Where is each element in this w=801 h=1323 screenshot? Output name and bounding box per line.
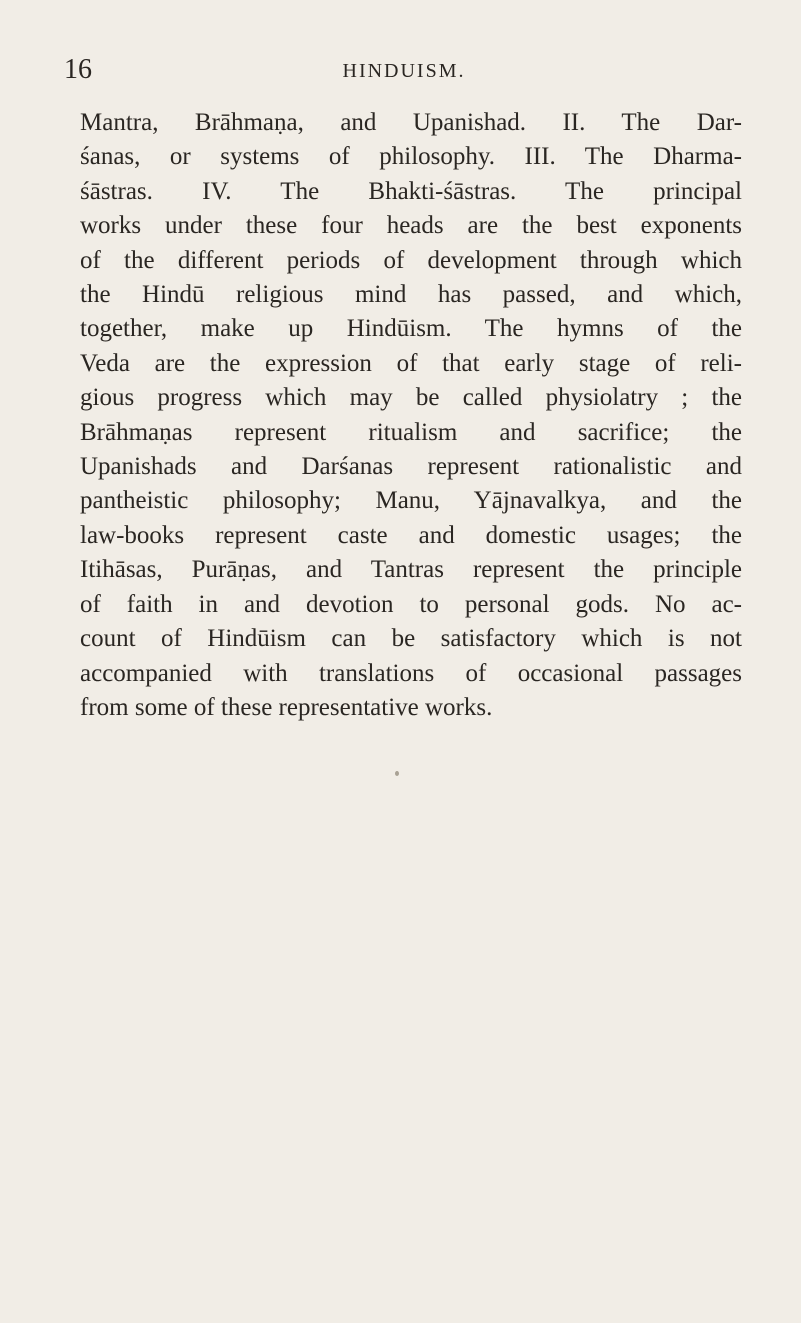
running-head [64, 52, 744, 88]
text-line: Veda are the expression of that early stage of reli- [80, 349, 742, 377]
text-line: together, make up Hindūism. The hymns of the [80, 315, 742, 343]
paper-speck [395, 771, 399, 776]
text-line: works under these four heads are the best exponents [80, 212, 742, 240]
text-line: the Hindū religious mind has passed, and which, [80, 281, 742, 309]
text-line: śāstras. IV. The Bhakti-śāstras. The principal [80, 177, 742, 205]
text-line: of faith in and devotion to personal gods. No ac- [80, 590, 742, 618]
body-paragraph [80, 106, 742, 725]
text-line: from some of these representative works. [80, 693, 493, 721]
text-line: Mantra, Brāhmaṇa, and Upanishad. II. The Dar- [80, 109, 742, 136]
text-line: śanas, or systems of philosophy. III. The Dharma- [80, 143, 742, 171]
text-line: Itihāsas, Purāṇas, and Tantras represent the principle [80, 556, 742, 584]
text-line: count of Hindūism can be satisfactory which is not [80, 625, 742, 653]
text-line: accompanied with translations of occasional passages [80, 659, 742, 687]
text-line: Upanishads and Darśanas represent rationalistic and [80, 453, 742, 481]
running-title: HINDUISM. [342, 60, 466, 82]
text-line: gious progress which may be called physiolatry ; the [80, 384, 742, 412]
page-number: 16 [64, 54, 92, 85]
text-line: Brāhmaṇas represent ritualism and sacrifice; the [80, 418, 742, 446]
text-line: of the different periods of development through which [80, 246, 742, 274]
text-line: law-books represent caste and domestic usages; the [80, 521, 742, 549]
text-line: pantheistic philosophy; Manu, Yājnavalkya, and the [80, 487, 742, 515]
